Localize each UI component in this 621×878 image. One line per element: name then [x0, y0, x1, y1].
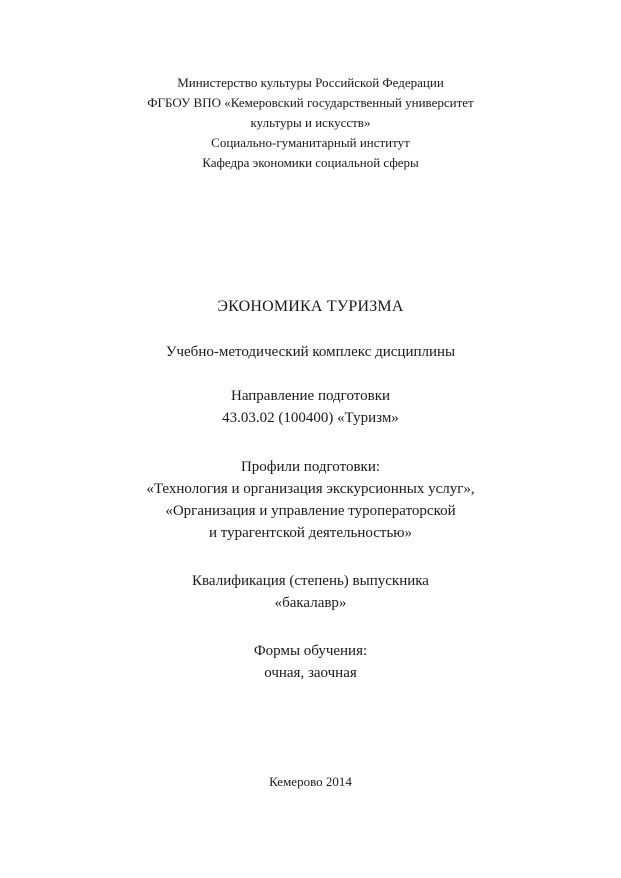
- department-line: Кафедра экономики социальной сферы: [202, 155, 419, 170]
- qualification-label: Квалификация (степень) выпускника: [192, 573, 429, 589]
- profile-line-3: и турагентской деятельностью»: [208, 525, 413, 541]
- direction-label: Направление подготовки: [230, 388, 391, 404]
- profile-line-1: «Технология и организация экскурсионных услуг»,: [146, 481, 475, 497]
- university-line-1: ФГБОУ ВПО «Кемеровский государственный университет: [147, 95, 474, 110]
- profile-line-2: «Организация и управление туроператорской: [165, 503, 456, 519]
- profiles-label: Профили подготовки:: [240, 459, 381, 475]
- university-line-2: культуры и искусств»: [250, 115, 371, 130]
- ministry-line: Министерство культуры Российской Федерации: [177, 75, 444, 90]
- document-title: ЭКОНОМИКА ТУРИЗМА: [217, 298, 404, 315]
- study-forms-label: Формы обучения:: [253, 643, 368, 659]
- institute-line: Социально-гуманитарный институт: [211, 135, 410, 150]
- study-forms-value: очная, заочная: [264, 665, 357, 681]
- qualification-value: «бакалавр»: [274, 595, 347, 611]
- direction-value: 43.03.02 (100400) «Туризм»: [222, 410, 399, 426]
- document-subtitle: Учебно-методический комплекс дисциплины: [165, 344, 456, 360]
- place-year: Кемерово 2014: [269, 774, 352, 789]
